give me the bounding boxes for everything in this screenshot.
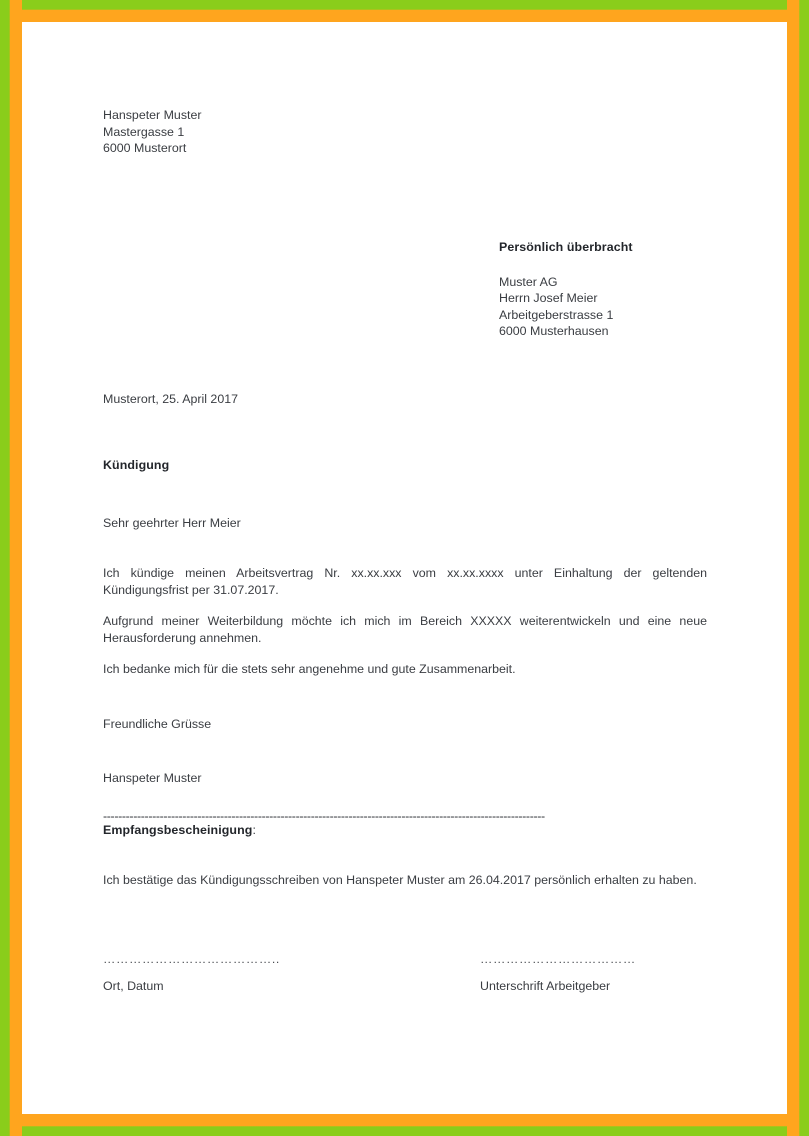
salutation: Sehr geehrter Herr Meier	[103, 516, 241, 530]
divider-dashes: ---------------------------------------------------------------------------------------------------------------------	[103, 812, 545, 820]
sender-address-line: 6000 Musterort	[103, 141, 187, 156]
recipient-address-line: 6000 Musterhausen	[499, 324, 609, 339]
recipient-address-line: Herrn Josef Meier	[499, 291, 598, 306]
body-paragraph: Ich bedanke mich für die stets sehr angenehme und gute Zusammenarbeit.	[103, 662, 516, 677]
subject-heading: Kündigung	[103, 458, 170, 472]
dateline: Musterort, 25. April 2017	[103, 392, 238, 406]
recipient-address-block	[499, 239, 633, 340]
section-divider	[103, 812, 707, 820]
receipt-heading	[103, 822, 256, 839]
frame-border-bottom	[0, 1114, 809, 1136]
signature-field-employer	[480, 952, 707, 995]
letter-sheet	[22, 22, 787, 1114]
delivery-note: Persönlich überbracht	[499, 240, 633, 254]
signature-label: Unterschrift Arbeitgeber	[480, 979, 611, 993]
recipient-address-line: Arbeitgeberstrasse 1	[499, 307, 614, 322]
signature-dotted-line: …………………………………..	[103, 952, 280, 966]
frame-border-right	[787, 0, 809, 1136]
signature-dotted-line: ………………………………	[480, 952, 636, 966]
receipt-heading-colon: :	[252, 823, 256, 837]
body-paragraph: Ich kündige meinen Arbeitsvertrag Nr. xx.xx.xxx vom xx.xx.xxxx unter Einhaltung der geltenden Kündigungsfrist per 31.07.2017.	[103, 566, 707, 597]
receipt-paragraph: Ich bestätige das Kündigungsschreiben von Hanspeter Muster am 26.04.2017 persönlich erhalten zu haben.	[103, 873, 697, 887]
closing-greeting: Freundliche Grüsse	[103, 717, 212, 731]
body-paragraphs	[103, 565, 707, 678]
frame-border-left	[0, 0, 22, 1136]
body-paragraph: Aufgrund meiner Weiterbildung möchte ich mich im Bereich XXXXX weiterentwickeln und eine neue Herausforderung annehmen.	[103, 614, 707, 645]
signature-field-place-date	[103, 952, 480, 995]
sender-address-line: Mastergasse 1	[103, 124, 185, 139]
sender-address-line: Hanspeter Muster	[103, 108, 202, 122]
sender-address-block	[103, 107, 201, 157]
recipient-address-line: Muster AG	[499, 274, 558, 289]
signer-name: Hanspeter Muster	[103, 771, 202, 785]
signature-label: Ort, Datum	[103, 979, 164, 993]
receipt-heading-text: Empfangsbescheinigung	[103, 823, 253, 837]
frame-border-top	[0, 0, 809, 22]
signature-row	[103, 952, 707, 995]
receipt-body	[103, 872, 707, 889]
